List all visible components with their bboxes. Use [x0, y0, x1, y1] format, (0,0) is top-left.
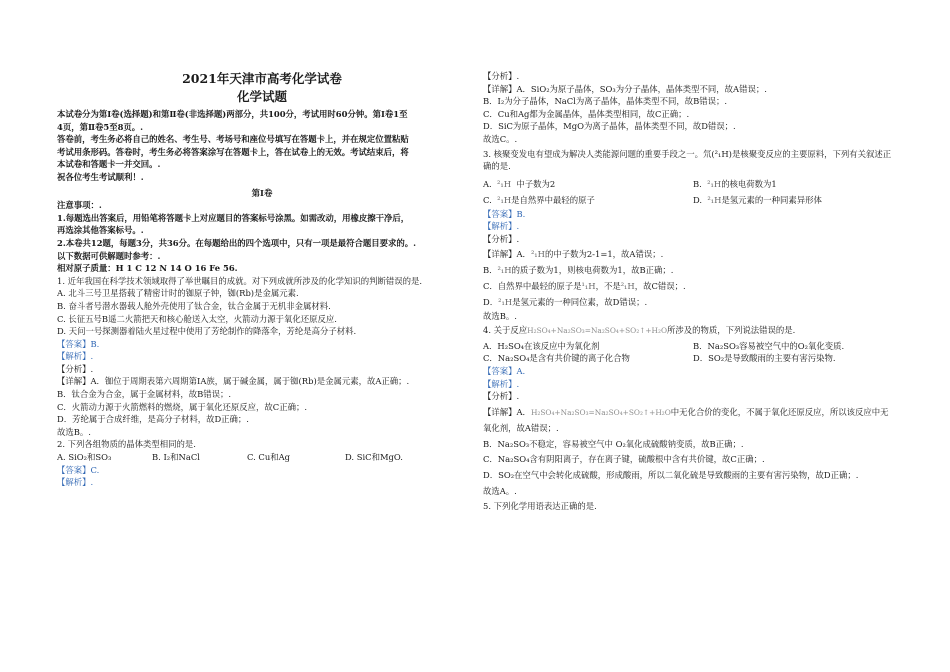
fenxi-label: 【分析】.	[483, 391, 520, 402]
question-4-stem: 4. 关于反应H₂SO₄+Na₂SO₃=Na₂SO₄+SO₂↑+H₂O所涉及的物质，下列说法错误的是.	[483, 325, 796, 336]
detail-line: B．²₁H的质子数为1，则核电荷数为1，故B正确；.	[483, 264, 674, 275]
analysis-label: 【解析】.	[483, 378, 520, 389]
intro-line: 答卷前，考生务必将自己的姓名、考生号、考场号和座位号填写在答题卡上，并在规定位置粘贴	[57, 134, 409, 145]
isotope-h2-symbol: ²₁H	[497, 264, 512, 275]
question-3-stem-cont: 确的是.	[483, 161, 511, 172]
fenxi-label: 【分析】.	[57, 363, 94, 374]
detail-line: 【详解】A．铷位于周期表第六周期第ⅠA族，属于碱金属，属于铷(Rb)是金属元素，故A正确；.	[57, 376, 410, 387]
isotope-h2-symbol: ²₁H	[530, 248, 545, 259]
question-option: B．Na₂SO₃容易被空气中的O₂氧化变质.	[693, 340, 845, 351]
detail-line: D．芳纶属于合成纤维，是高分子材料，故D正确；.	[57, 414, 249, 425]
question-2-stem: 2. 下列各组物质的晶体类型相同的是.	[57, 439, 196, 450]
question-option-row	[483, 176, 903, 192]
section-heading: 第Ⅰ卷	[251, 187, 273, 198]
exam-title: 2021年天津市高考化学试卷	[182, 71, 342, 86]
analysis-label: 【解析】.	[483, 221, 520, 232]
question-option: C．Na₂SO₄是含有共价键的离子化合物	[483, 353, 630, 364]
detail-line: 故选B。.	[57, 426, 91, 437]
isotope-h2-symbol: ²₁H	[620, 280, 635, 291]
question-option: A．H₂SO₄在该反应中为氧化剂	[483, 340, 600, 351]
reaction-formula: H₂SO₄+Na₂SO₃=Na₂SO₄+SO₂↑+H₂O	[530, 407, 671, 417]
notice-line: 相对原子质量：H 1 C 12 N 14 O 16 Fe 56.	[57, 263, 238, 274]
question-5-stem: 5. 下列化学用语表达正确的是.	[483, 501, 597, 512]
reaction-formula: H₂SO₄+Na₂SO₃=Na₂SO₄+SO₂↑+H₂O	[527, 326, 668, 336]
analysis-label: 【解析】.	[57, 351, 94, 362]
notice-line: 以下数据可供解题时参考：.	[57, 250, 161, 261]
analysis-label: 【解析】.	[57, 477, 94, 488]
question-option: B. ²₁H的核电荷数为1	[693, 178, 777, 189]
answer-label: 【答案】B.	[483, 208, 526, 219]
answer-label: 【答案】C.	[57, 464, 100, 475]
detail-line: 故选A。.	[483, 485, 517, 496]
question-option: D. SiC和MgO.	[345, 452, 403, 463]
detail-line: D．SO₂在空气中会转化成硫酸，形成酸雨，所以二氧化硫是导致酸雨的主要有害污染物，故D正确；.	[483, 470, 859, 481]
question-2-options	[57, 451, 467, 464]
question-option: D．SO₂是导致酸雨的主要有害污染物.	[693, 353, 836, 364]
question-option: A. SiO₂和SO₃	[57, 452, 112, 463]
detail-line: C．火箭动力源于火箭燃料的燃烧，属于氧化还原反应，故C正确；.	[57, 401, 307, 412]
detail-line: C．Na₂SO₄含有阴阳离子，存在离子键，硫酸根中含有共价键，故C正确；.	[483, 454, 765, 465]
detail-line: B．Na₂SO₃不稳定，容易被空气中 O₂氧化成硫酸钠变质，故B正确；.	[483, 438, 744, 449]
question-option: D. 天问一号探测器着陆火星过程中使用了芳纶制作的降落伞，芳纶是高分子材料.	[57, 326, 357, 337]
detail-line: D．²₁H是氢元素的一种同位素，故D错误；.	[483, 296, 648, 307]
question-option: A. 北斗三号卫星搭载了精密计时的铷原子钟，铷(Rb)是金属元素.	[57, 288, 299, 299]
detail-line: 【详解】A．SiO₂为原子晶体，SO₃为分子晶体，晶体类型不同，故A错误；.	[483, 83, 767, 94]
detail-line: C．自然界中最轻的原子是¹₁H，不是²₁H，故C错误；.	[483, 280, 686, 291]
detail-line: B．I₂为分子晶体，NaCl为离子晶体，晶体类型不同，故B错误；.	[483, 96, 728, 107]
intro-line: 本试卷和答题卡一并交回。.	[57, 159, 161, 170]
detail-line: D．SiC为原子晶体，MgO为离子晶体，晶体类型不同，故D错误；.	[483, 121, 736, 132]
isotope-h2-symbol: ²₁H	[707, 194, 722, 205]
isotope-h1-symbol: ¹₁H	[581, 280, 596, 291]
isotope-h2-symbol: ²₁H	[707, 178, 722, 189]
intro-line: 考试用条形码。答卷时，考生务必将答案涂写在答题卡上，答在试卷上的无效。考试结束后，将	[57, 146, 409, 157]
exam-subtitle: 化学试题	[236, 89, 287, 104]
detail-line: 故选B。.	[483, 310, 517, 321]
detail-line: C．Cu和Ag都为金属晶体，晶体类型相同，故C正确；.	[483, 108, 690, 119]
intro-line: 4页，第Ⅱ卷5至8页。.	[57, 121, 144, 132]
notice-line: 再选涂其他答案标号。.	[57, 225, 144, 236]
detail-line: 【详解】A．²₁H的中子数为2-1=1，故A错误；.	[483, 248, 664, 259]
question-option-row	[483, 340, 903, 353]
intro-line: 本试卷分为第Ⅰ卷(选择题)和第Ⅱ卷(非选择题)两部分，共100分，考试用时60分钟。第Ⅰ卷1至	[57, 109, 408, 119]
right-column	[483, 70, 903, 513]
detail-line: 氧化剂，故A错误；.	[483, 423, 559, 434]
question-option-row	[483, 352, 903, 365]
question-option: D. ²₁H是氢元素的一种同素异形体	[693, 194, 822, 205]
question-option: C. ²₁H是自然界中最轻的原子	[483, 194, 595, 205]
answer-label: 【答案】B.	[57, 338, 100, 349]
question-option: C. Cu和Ag	[247, 452, 291, 463]
answer-label: 【答案】A.	[483, 365, 526, 376]
isotope-h2-symbol: ²₁H	[497, 178, 512, 189]
notice-line: 2.本卷共12题，每题3分，共36分。在每题给出的四个选项中，只有一项是最符合题目要求的。.	[57, 237, 417, 248]
fenxi-label: 【分析】.	[483, 233, 520, 244]
isotope-h2-symbol: ²₁H	[498, 296, 513, 307]
isotope-h2-symbol: ²₁H	[497, 194, 512, 205]
left-column	[57, 70, 467, 489]
question-option-row	[483, 192, 903, 208]
question-option: B. 奋斗者号潜水器载人舱外壳使用了钛合金，钛合金属于无机非金属材料.	[57, 300, 331, 311]
question-option: B. I₂和NaCl	[152, 452, 200, 463]
notice-line: 1.每题选出答案后，用铅笔将答题卡上对应题目的答案标号涂黑。如需改动，用橡皮擦干净后，	[57, 212, 410, 223]
notice-title: 注意事项：.	[57, 200, 102, 211]
detail-line: 故选C。.	[483, 133, 518, 144]
question-1-stem: 1. 近年我国在科学技术领域取得了举世瞩目的成就。对下列成就所涉及的化学知识的判断错误的是.	[57, 275, 423, 286]
detail-line: B．钛合金为合金，属于金属材料，故B错误；.	[57, 389, 232, 400]
intro-line: 祝各位考生考试顺利！.	[57, 171, 144, 182]
question-option: C. 长征五号B遥二火箭把天和核心舱送入太空，火箭动力源于氧化还原反应.	[57, 313, 337, 324]
question-3-stem: 3. 核聚变发电有望成为解决人类能源问题的重要手段之一。氘(²₁H)是核聚变反应的主要原料，下列有关叙述正	[483, 148, 892, 159]
fenxi-label: 【分析】.	[483, 71, 520, 81]
question-option: A. ²₁H 中子数为2	[483, 178, 556, 189]
detail-line: 【详解】A．H₂SO₄+Na₂SO₃=Na₂SO₄+SO₂↑+H₂O中无化合价的变化，不属于氧化还原反应，所以该反应中无	[483, 406, 889, 417]
